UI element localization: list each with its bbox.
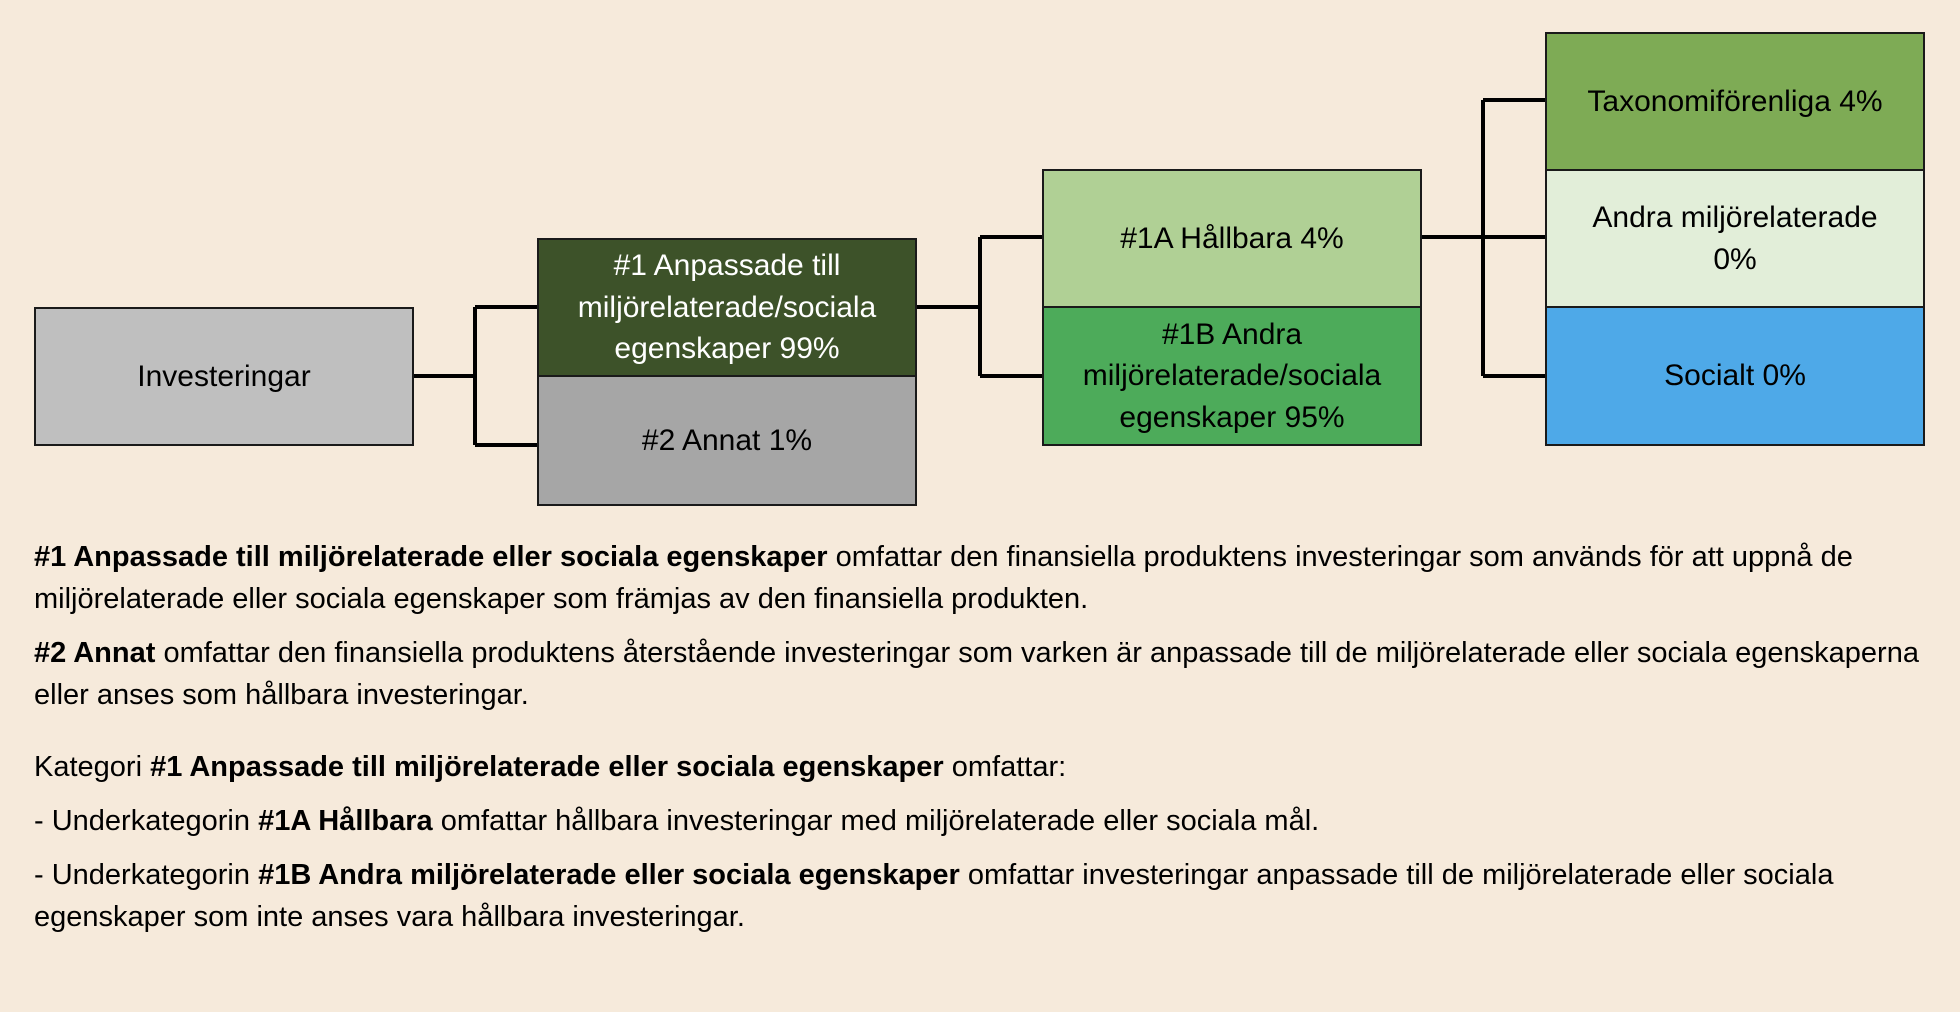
category-1a-sustainable-box: #1A Hållbara 4% (1042, 169, 1422, 308)
category-1-intro-prefix: Kategori (34, 751, 151, 783)
definition-category-1 (34, 536, 1934, 620)
subcategory-1b-definition (34, 854, 1934, 938)
term-1a: #1A Hållbara (258, 805, 433, 837)
subcategory-1a-text: omfattar hållbara investeringar med miljörelaterade eller sociala mål. (432, 805, 1320, 837)
investeringar-box: Investeringar (34, 307, 414, 446)
category-2-other-box: #2 Annat 1% (537, 375, 917, 506)
term-1b: #1B Andra miljörelaterade eller sociala egenskaper (258, 859, 960, 891)
subcategory-1b-text: omfattar investeringar anpassade till de miljörelaterade eller sociala egenskaper som inte anses vara hållbara investeringar. (34, 859, 1834, 933)
definition-text-category-2: omfattar den finansiella produktens återstående investeringar som varken är anpassade till de miljörelaterade eller sociala egenskaperna eller anses som hållbara investeringar. (34, 637, 1919, 711)
other-environmental-box: Andra miljörelaterade 0% (1545, 169, 1925, 308)
category-1-intro-suffix: omfattar: (943, 751, 1067, 783)
social-box: Socialt 0% (1545, 306, 1925, 446)
category-1-aligned-box: #1 Anpassade till miljörelaterade/sociala egenskaper 99% (537, 238, 917, 377)
definitions-block (34, 536, 1934, 938)
category-1b-other-characteristics-box: #1B Andra miljörelaterade/sociala egenskaper 95% (1042, 306, 1422, 446)
subcategory-1a-prefix: - Underkategorin (34, 805, 259, 837)
subcategory-1b-prefix: - Underkategorin (34, 859, 259, 891)
taxonomy-aligned-box: Taxonomiförenliga 4% (1545, 32, 1925, 171)
definition-text-category-1: omfattar den finansiella produktens investeringar som används för att uppnå de miljörelaterade eller sociala egenskaper som främjas av den finansiella produkten. (34, 541, 1853, 615)
subcategory-1a-definition (34, 800, 1934, 842)
term-category-1: #1 Anpassade till miljörelaterade eller sociala egenskaper (34, 541, 828, 573)
term-category-2: #2 Annat (34, 637, 156, 669)
definition-category-2 (34, 632, 1934, 716)
term-category-1-repeat: #1 Anpassade till miljörelaterade eller sociala egenskaper (150, 751, 944, 783)
category-1-intro (34, 746, 1934, 788)
